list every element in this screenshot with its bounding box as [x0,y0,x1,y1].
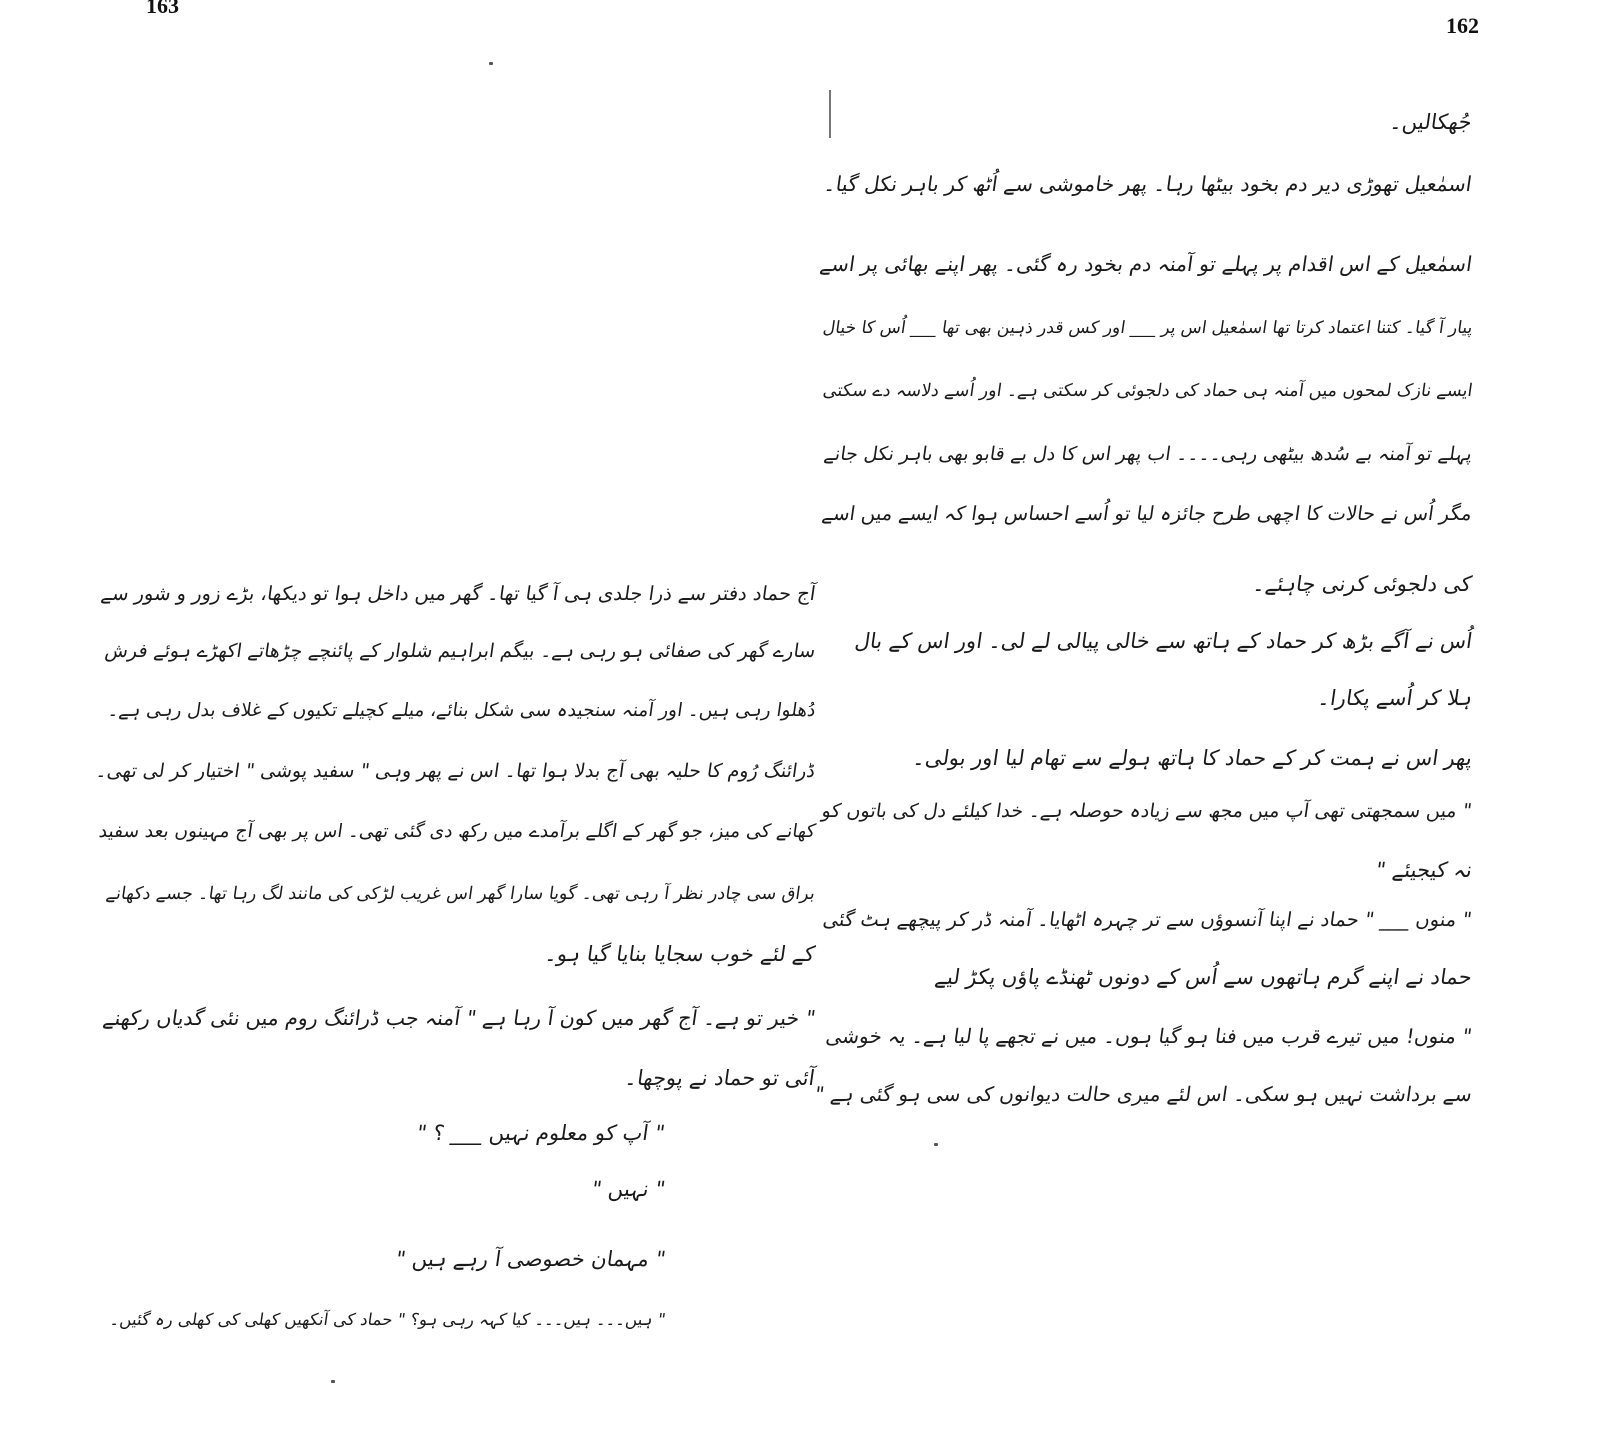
text-line: " منوں ___ " حماد نے اپنا آنسوؤں سے تر چہرہ اٹھایا۔ آمنہ ڈر کر پیچھے ہٹ گئی [821,908,1474,931]
left-page-number: 163 [146,0,179,18]
text-line: " خیر تو ہے۔ آج گھر میں کون آ رہا ہے " آمنہ جب ڈرائنگ روم میں نئی گدیاں رکھنے [100,1006,817,1030]
left-page [95,0,815,1441]
text-line: " میں سمجھتی تھی آپ میں مجھ سے زیادہ حوصلہ ہے۔ خدا کیلئے دل کی باتوں کو [820,800,1474,822]
text-line: پیار آ گیا۔ کتنا اعتماد کرتا تھا اسمٰعیل اس پر ___ اور کس قدر ذہین بھی تھا ___ اُس کا خیال [821,318,1474,338]
text-line: مگر اُس نے حالات کا اچھی طرح جائزہ لیا تو اُسے احساس ہوا کہ ایسے میں اسے [820,502,1474,525]
text-line: حماد نے اپنے گرم ہاتھوں سے اُس کے دونوں ٹھنڈے پاؤں پکڑ لیے [933,965,1474,989]
text-line: اسمٰعیل کے اس اقدام پر پہلے تو آمنہ دم بخود رہ گئی۔ پھر اپنے بھائی پر اسے [818,252,1474,276]
text-line: آج حماد دفتر سے ذرا جلدی ہی آ گیا تھا۔ گھر میں داخل ہوا تو دیکھا، بڑے زور و شور سے [99,582,817,605]
text-line: ہلا کر اُسے پکارا۔ [1316,686,1474,710]
text-line: ایسے نازک لمحوں میں آمنہ ہی حماد کی دلجوئی کر سکتی ہے۔ اور اُسے دلاسہ دے سکتی [821,381,1474,401]
text-line: سارے گھر کی صفائی ہو رہی ہے۔ بیگم ابراہیم شلوار کے پائنچے چڑھاتے اکھڑے ہوئے فرش [103,640,817,662]
text-line: کی دلجوئی کرنی چاہئے۔ [1251,572,1474,596]
text-line: جُھکالیں۔ [1388,110,1474,134]
text-line: نہ کیجیئے " [1374,858,1474,882]
text-line: آئی تو حماد نے پوچھا۔ [623,1066,817,1090]
text-line: ڈرائنگ رُوم کا حلیہ بھی آج بدلا ہوا تھا۔ اس نے پھر وہی " سفید پوشی " اختیار کر لی تھی۔ [94,760,817,782]
text-line: دُھلوا رہی ہیں۔ اور آمنہ سنجیدہ سی شکل بنائے، میلے کچیلے تکیوں کے غلاف بدل رہی ہے۔ [106,700,817,721]
text-line: پہلے تو آمنہ بے سُدھ بیٹھی رہی۔۔۔۔ اب پھر اس کا دل بے قابو بھی باہر نکل جانے [822,443,1474,465]
text-line: پھر اس نے ہمت کر کے حماد کا ہاتھ ہولے سے تھام لیا اور بولی۔ [911,746,1474,770]
text-line: " مہمان خصوصی آ رہے ہیں " [393,1247,667,1271]
right-page [815,0,1472,1441]
text-line: " ہیں۔۔۔ ہیں۔۔۔ کیا کہہ رہی ہو؟ " حماد کی آنکھیں کھلی کی کھلی رہ گئیں۔ [108,1310,667,1329]
text-line: " نہیں " [590,1177,667,1201]
text-line: اُس نے آگے بڑھ کر حماد کے ہاتھ سے خالی پیالی لے لی۔ اور اس کے بال [853,629,1474,653]
text-line: کھانے کی میز، جو گھر کے اگلے برآمدے میں رکھ دی گئی تھی۔ اس پر بھی آج مہینوں بعد سفید [97,821,817,842]
text-line: براق سی چادر نظر آ رہی تھی۔ گویا سارا گھر اس غریب لڑکی کی مانند لگ رہا تھا۔ جسے دکھانے [104,884,817,904]
text-line: سے برداشت نہیں ہو سکی۔ اس لئے میری حالت دیوانوں کی سی ہو گئی ہے " [813,1082,1474,1106]
right-page-number: 162 [1446,13,1479,38]
text-line: اسمٰعیل تھوڑی دیر دم بخود بیٹھا رہا۔ پھر خاموشی سے اُٹھ کر باہر نکل گیا۔ [822,172,1474,196]
text-line: کے لئے خوب سجایا بنایا گیا ہو۔ [543,942,817,966]
text-line: " منوں! میں تیرے قرب میں فنا ہو گیا ہوں۔ میں نے تجھے پا لیا ہے۔ یہ خوشی [824,1024,1474,1048]
text-line: " آپ کو معلوم نہیں ___ ؟ " [415,1121,667,1145]
